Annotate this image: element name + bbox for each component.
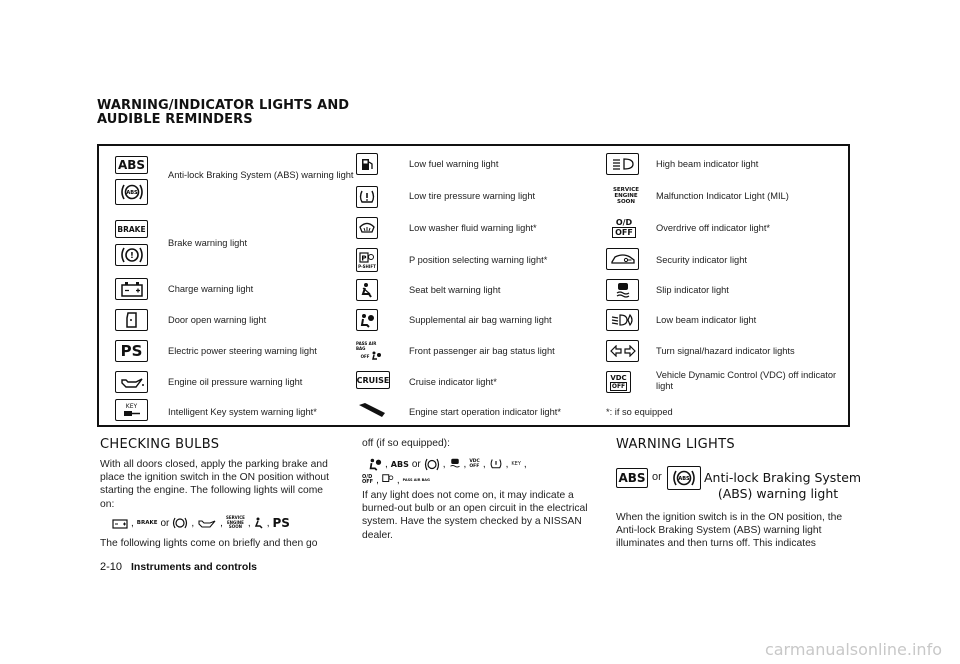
table-row-label: Cruise indicator light*: [409, 377, 497, 387]
checking-bulbs-paragraph: With all doors closed, apply the parking brake and place the ignition switch in the ON position without starting the engine. The following lights will come on:: [100, 459, 329, 510]
warning-lights-heading: WARNING LIGHTS: [616, 437, 735, 452]
pass-air-bag-icon: PASS AIR BAG: [402, 478, 430, 482]
warning-lights-paragraph: When the ignition switch is in the ON position, the Anti-lock Braking System (ABS) warning light illuminates and then turns off. This indicates: [616, 512, 843, 550]
svg-text:ABS: ABS: [125, 190, 138, 196]
table-row-label: Charge warning light: [168, 284, 254, 294]
abs-text-icon: ABS: [616, 468, 648, 488]
slip-car-icon: [449, 458, 461, 470]
page-number: 2-10: [100, 561, 123, 573]
ps-icon: PS: [272, 516, 290, 530]
seat-belt-icon: [356, 279, 378, 301]
checking-bulbs-paragraph-2: The following lights come on briefly and then go: [100, 538, 318, 549]
brake-text-icon: BRAKE: [136, 520, 158, 526]
table-row-label: Engine start operation indicator light*: [409, 407, 561, 417]
pass-air-bag-icon: PASS AIR BAG OFF: [356, 340, 386, 362]
checking-bulbs-heading: CHECKING BULBS: [100, 437, 220, 452]
battery-icon: [115, 278, 148, 300]
table-row-label: Seat belt warning light: [409, 285, 501, 295]
key-fob-icon: [357, 401, 387, 419]
warning-lights-table: [97, 144, 850, 427]
key-icon: KEY: [115, 399, 148, 421]
checking-icons-row: , BRAKE or , , SERVICE ENGINE SOON , , PS: [112, 513, 352, 533]
abs-warning-title-line2: (ABS) warning light: [717, 486, 839, 501]
tire-pressure-icon: [489, 458, 503, 470]
svg-text:ABS: ABS: [678, 476, 690, 482]
checking-icons-row-2: , ABS or , , VDC OFF , , KEY ,: [368, 455, 608, 473]
abs-circle-icon: [667, 466, 701, 490]
brake-text-icon: BRAKE: [115, 220, 148, 238]
section-title: WARNING/INDICATOR LIGHTS AND AUDIBLE REMINDERS: [97, 98, 350, 127]
brake-circle-icon: [115, 244, 148, 266]
od-off-icon: O/D OFF: [609, 216, 639, 240]
table-row-label: P position selecting warning light*: [409, 255, 548, 265]
table-row-label: Intelligent Key system warning light*: [168, 407, 317, 417]
footer-section: Instruments and controls: [131, 561, 258, 573]
turn-arrows-icon: [606, 340, 639, 362]
oil-can-icon: [115, 371, 148, 393]
air-bag-icon: [356, 309, 378, 331]
table-row-label: Slip indicator light: [656, 285, 729, 295]
svg-text:P: P: [361, 254, 367, 262]
brake-circle-icon: [172, 517, 188, 529]
slip-car-icon: [606, 279, 639, 301]
table-row-label: Overdrive off indicator light*: [656, 223, 771, 233]
table-row-label: Turn signal/hazard indicator lights: [656, 346, 795, 356]
svg-text:!: !: [129, 251, 134, 260]
oil-can-icon: [197, 518, 217, 528]
table-row-label: Electric power steering warning light: [168, 346, 317, 356]
vdc-off-icon: VDC OFF: [469, 459, 480, 469]
p-shift-icon: P P-SHIFT: [356, 248, 378, 272]
or-text: or: [160, 517, 170, 529]
table-row-label: Low washer fluid warning light*: [409, 223, 537, 233]
table-row-label: Low tire pressure warning light: [409, 191, 536, 201]
table-row-label: Security indicator light: [656, 255, 747, 265]
door-icon: [115, 309, 148, 331]
table-row-label: Anti-lock Braking System (ABS) warning light: [168, 170, 354, 180]
mil-icon: SERVICE ENGINE SOON: [225, 515, 245, 530]
security-car-icon: [606, 248, 639, 270]
footnote: *: if so equipped: [606, 407, 673, 417]
abs-text-icon: ABS: [390, 459, 409, 469]
od-off-icon: O/D OFF: [362, 473, 374, 485]
watermark: carmanualsonline.info: [764, 640, 942, 659]
table-row-label: Low beam indicator light: [656, 315, 757, 325]
fuel-pump-icon: [356, 153, 378, 175]
table-row-label: Door open warning light: [168, 315, 267, 325]
battery-icon: [112, 517, 128, 529]
vdc-off-icon: VDC OFF: [606, 371, 631, 393]
abs-circle-icon: [424, 458, 440, 471]
checking-bulbs-paragraph-3: If any light does not come on, it may indicate a burned-out bulb or an open circuit in the electrical system. Have the system checked by a NISSAN dealer.: [362, 490, 588, 541]
abs-text-icon: ABS: [115, 156, 148, 174]
p-shift-icon: [382, 474, 394, 486]
table-row-label: Malfunction Indicator Light (MIL): [656, 191, 789, 201]
abs-circle-icon: [115, 179, 148, 205]
table-row-label: Brake warning light: [168, 238, 248, 248]
abs-warning-subheading: [616, 466, 862, 506]
cruise-icon: CRUISE: [356, 371, 390, 389]
table-row-label: Supplemental air bag warning light: [409, 315, 552, 325]
table-row-label: Front passenger air bag status light: [409, 346, 555, 356]
key-icon: KEY: [511, 461, 521, 467]
high-beam-icon: [606, 153, 639, 175]
ps-icon: PS: [115, 340, 148, 362]
or-text: or: [411, 458, 421, 470]
checking-icons-row-3: O/D OFF , , PASS AIR BAG: [362, 473, 430, 486]
table-row-label: Engine oil pressure warning light: [168, 377, 303, 387]
or-text: or: [652, 471, 662, 483]
table-row-label: High beam indicator light: [656, 159, 759, 169]
seat-belt-icon: [254, 517, 264, 529]
checking-bulbs-intro-2: off (if so equipped):: [362, 438, 450, 449]
abs-warning-title-line1: Anti-lock Braking System: [704, 470, 862, 485]
air-bag-icon: [368, 457, 382, 471]
low-beam-icon: [606, 309, 639, 331]
washer-icon: [356, 217, 378, 239]
mil-icon: SERVICE ENGINE SOON: [606, 184, 646, 208]
table-row-label: Vehicle Dynamic Control (VDC) off indicator light: [656, 370, 837, 391]
table-row-label: Low fuel warning light: [409, 159, 499, 169]
tire-pressure-icon: [356, 186, 378, 208]
